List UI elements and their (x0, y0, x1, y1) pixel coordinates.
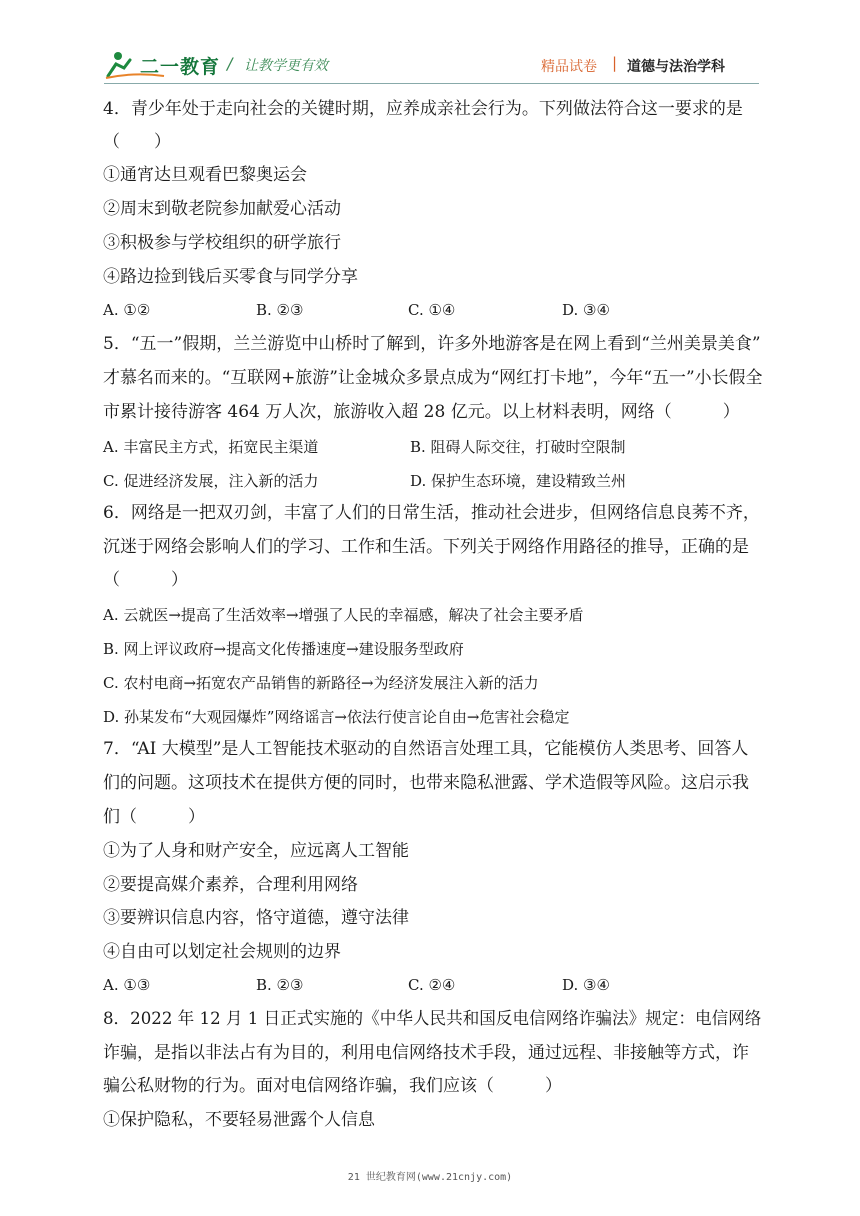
q4-option-d: D. ③④ (562, 301, 610, 319)
q5-option-a: A. 丰富民主方式，拓宽民主渠道 (103, 438, 319, 456)
q5-option-d: D. 保护生态环境，建设精致兰州 (410, 472, 627, 490)
q8-item-1: ①保护隐私，不要轻易泄露个人信息 (103, 1110, 375, 1130)
page-header (0, 0, 860, 88)
q5-line-3: 市累计接待游客 464 万人次，旅游收入超 28 亿元。以上材料表明，网络（ ） (103, 402, 740, 422)
q7-line-3: 们（ ） (103, 807, 205, 827)
q7-option-b: B. ②③ (256, 976, 304, 994)
q6-line-2: 沉迷于网络会影响人们的学习、工作和生活。下列关于网络作用路径的推导，正确的是 (103, 537, 749, 557)
brand-label: 精品试卷 (541, 59, 597, 75)
q7-option-c: C. ②④ (408, 976, 456, 994)
q7-line-2: 们的问题。这项技术在提供方便的同时，也带来隐私泄露、学术造假等风险。这启示我 (103, 773, 749, 793)
q6-option-d: D. 孙某发布“大观园爆炸”网络谣言→依法行使言论自由→危害社会稳定 (103, 708, 570, 726)
q7-line-1: 7．“AI 大模型”是人工智能技术驱动的自然语言处理工具，它能模仿人类思考、回答人 (103, 739, 749, 759)
q8-line-2: 诈骗，是指以非法占有为目的，利用电信网络技术手段，通过远程、非接触等方式，诈 (103, 1043, 749, 1063)
q4-stem: 4．青少年处于走向社会的关键时期，应养成亲社会行为。下列做法符合这一要求的是 (103, 99, 743, 119)
header-slash: / (227, 54, 233, 73)
q8-line-1: 8．2022 年 12 月 1 日正式实施的《中华人民共和国反电信网络诈骗法》规定：电信网络 (103, 1009, 762, 1029)
q5-option-b: B. 阻碍人际交往，打破时空限制 (410, 438, 626, 456)
slogan: 让教学更有效 (244, 58, 328, 74)
header-separator: | (612, 54, 618, 72)
q6-option-a: A. 云就医→提高了生活效率→增强了人民的幸福感，解决了社会主要矛盾 (103, 606, 584, 624)
q6-option-c: C. 农村电商→拓宽农产品销售的新路径→为经济发展注入新的活力 (103, 674, 539, 692)
q4-option-c: C. ①④ (408, 301, 456, 319)
q7-item-3: ③要辨识信息内容，恪守道德，遵守法律 (103, 908, 409, 928)
q7-option-d: D. ③④ (562, 976, 610, 994)
q7-option-a: A. ①③ (103, 976, 151, 994)
q4-item-4: ④路边捡到钱后买零食与同学分享 (103, 267, 358, 287)
q8-line-3: 骗公私财物的行为。面对电信网络诈骗，我们应该（ ） (103, 1076, 562, 1096)
q6-option-b: B. 网上评议政府→提高文化传播速度→建设服务型政府 (103, 640, 464, 658)
q4-item-1: ①通宵达旦观看巴黎奥运会 (103, 165, 307, 185)
q4-option-a: A. ①② (103, 301, 151, 319)
subject-label: 道德与法治学科 (627, 59, 725, 75)
q4-item-3: ③积极参与学校组织的研学旅行 (103, 233, 341, 253)
header-divider (104, 83, 759, 84)
page-footer: 21 世纪教育网(www.21cnjy.com) (347, 1172, 513, 1183)
q6-line-3: （ ） (103, 570, 188, 590)
logo-text: 二一教育 (140, 56, 221, 78)
q4-item-2: ②周末到敬老院参加献爱心活动 (103, 199, 341, 219)
q4-option-b: B. ②③ (256, 301, 304, 319)
q6-line-1: 6．网络是一把双刃剑，丰富了人们的日常生活，推动社会进步，但网络信息良莠不齐， (103, 503, 760, 523)
q5-line-2: 才慕名而来的。“互联网+旅游”让金城众多景点成为“网红打卡地”，今年“五一”小长假全 (103, 368, 763, 388)
q7-item-2: ②要提高媒介素养，合理利用网络 (103, 875, 358, 895)
q5-line-1: 5．“五一”假期，兰兰游览中山桥时了解到，许多外地游客是在网上看到“兰州美景美食” (103, 334, 761, 354)
q7-item-4: ④自由可以划定社会规则的边界 (103, 942, 341, 962)
q5-option-c: C. 促进经济发展，注入新的活力 (103, 472, 319, 490)
q4-paren: （ ） (103, 132, 171, 152)
q7-item-1: ①为了人身和财产安全，应远离人工智能 (103, 841, 409, 861)
